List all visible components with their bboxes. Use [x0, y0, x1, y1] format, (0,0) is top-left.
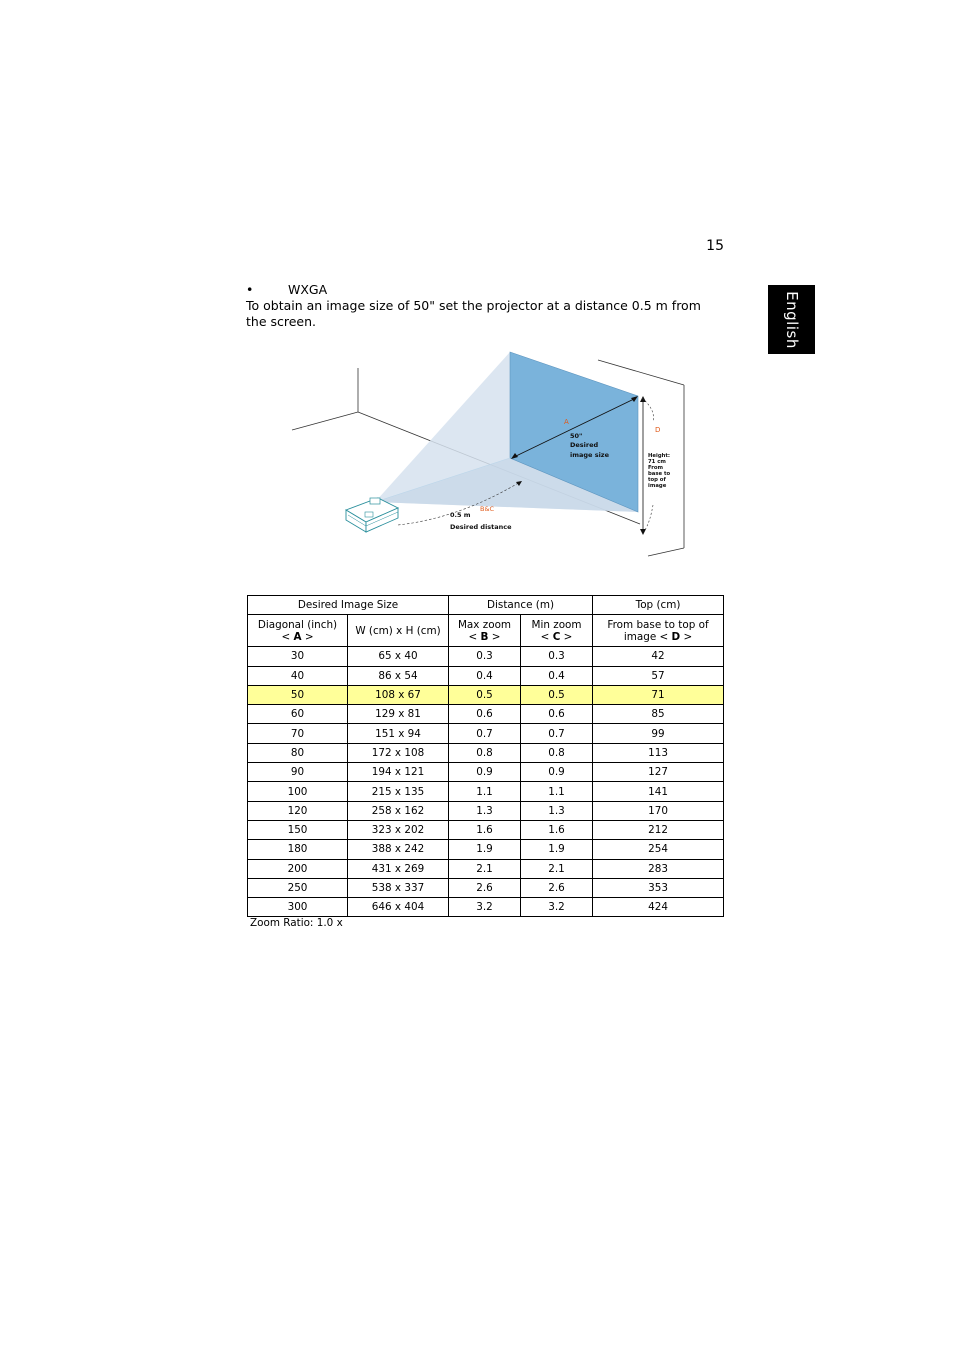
table-cell: 0.7 — [449, 724, 521, 743]
table-cell: 170 — [593, 801, 724, 820]
group-header-top: Top (cm) — [593, 596, 724, 615]
table-cell: 3.2 — [449, 898, 521, 917]
table-cell: 0.9 — [521, 763, 593, 782]
label-a: A — [564, 418, 569, 426]
table-group-header-row — [248, 596, 724, 615]
table-row — [248, 685, 724, 704]
table-row — [248, 878, 724, 897]
table-cell: 150 — [248, 820, 348, 839]
table-row — [248, 647, 724, 666]
table-cell: 646 x 404 — [348, 898, 449, 917]
table-cell: 0.4 — [449, 666, 521, 685]
table-cell: 0.9 — [449, 763, 521, 782]
table-cell: 0.3 — [449, 647, 521, 666]
table-cell: 194 x 121 — [348, 763, 449, 782]
table-cell: 172 x 108 — [348, 743, 449, 762]
wall-bottom-edge — [648, 548, 684, 556]
table-cell: 50 — [248, 685, 348, 704]
projection-diagram — [280, 340, 700, 560]
table-cell: 70 — [248, 724, 348, 743]
table-cell: 40 — [248, 666, 348, 685]
table-cell: 2.1 — [521, 859, 593, 878]
col-header-top: From base to top of image < D > — [593, 615, 724, 647]
table-cell: 283 — [593, 859, 724, 878]
room-edge-left — [292, 412, 358, 430]
image-size-table — [247, 595, 724, 917]
table-cell: 141 — [593, 782, 724, 801]
wall-top-edge — [598, 360, 684, 385]
col-header-width-height: W (cm) x H (cm) — [348, 615, 449, 647]
table-cell: 57 — [593, 666, 724, 685]
distance-label: Desired distance — [450, 523, 512, 531]
table-row — [248, 820, 724, 839]
height-label-line-6: image — [648, 483, 667, 489]
table-cell: 200 — [248, 859, 348, 878]
table-cell: 113 — [593, 743, 724, 762]
table-cell: 0.5 — [449, 685, 521, 704]
table-cell: 100 — [248, 782, 348, 801]
table-row — [248, 666, 724, 685]
table-cell: 1.3 — [521, 801, 593, 820]
page-number: 15 — [706, 238, 724, 254]
height-label-line-2: 71 cm — [648, 459, 666, 465]
image-size-label-line-2: Desired — [570, 441, 599, 449]
bullet-text: WXGA — [288, 282, 328, 297]
intro-paragraph: To obtain an image size of 50" set the projector at a distance 0.5 m from the screen. — [246, 298, 701, 329]
table-cell: 120 — [248, 801, 348, 820]
bullet-symbol: • — [246, 282, 254, 297]
image-size-label-line-1: 50" — [570, 432, 583, 440]
language-tab-label: English — [782, 290, 801, 349]
table-cell: 127 — [593, 763, 724, 782]
leader-line-height — [645, 505, 653, 530]
table-cell: 86 x 54 — [348, 666, 449, 685]
table-cell: 0.8 — [521, 743, 593, 762]
height-label-line-4: base to — [648, 471, 671, 477]
table-cell: 538 x 337 — [348, 878, 449, 897]
label-bc: B&C — [480, 505, 495, 513]
table-cell: 1.1 — [521, 782, 593, 801]
table-cell: 1.9 — [449, 840, 521, 859]
image-size-label-line-3: image size — [570, 451, 609, 459]
height-arrowhead-bottom — [640, 529, 646, 535]
table-cell: 0.6 — [449, 705, 521, 724]
table-cell: 2.6 — [449, 878, 521, 897]
table-cell: 3.2 — [521, 898, 593, 917]
table-row — [248, 898, 724, 917]
table-cell: 60 — [248, 705, 348, 724]
table-cell: 0.5 — [521, 685, 593, 704]
table-cell: 108 x 67 — [348, 685, 449, 704]
table-cell: 2.6 — [521, 878, 593, 897]
table-cell: 85 — [593, 705, 724, 724]
table-cell: 1.6 — [521, 820, 593, 839]
col-header-min-zoom: Min zoom < C > — [521, 615, 593, 647]
bullet-item — [246, 282, 327, 297]
table-cell: 71 — [593, 685, 724, 704]
table-cell: 0.7 — [521, 724, 593, 743]
table-row — [248, 705, 724, 724]
table-cell: 90 — [248, 763, 348, 782]
table-cell: 353 — [593, 878, 724, 897]
table-row — [248, 801, 724, 820]
height-label-line-5: top of — [648, 477, 666, 483]
table-cell: 388 x 242 — [348, 840, 449, 859]
height-label-line-3: From — [648, 465, 664, 471]
table-cell: 99 — [593, 724, 724, 743]
table-cell: 250 — [248, 878, 348, 897]
table-cell: 1.9 — [521, 840, 593, 859]
table-row — [248, 840, 724, 859]
table-row — [248, 859, 724, 878]
language-tab — [768, 285, 815, 354]
table-row — [248, 724, 724, 743]
table-cell: 2.1 — [449, 859, 521, 878]
table-cell: 431 x 269 — [348, 859, 449, 878]
table-cell: 1.1 — [449, 782, 521, 801]
table-cell: 42 — [593, 647, 724, 666]
table-cell: 258 x 162 — [348, 801, 449, 820]
table-cell: 129 x 81 — [348, 705, 449, 724]
col-header-max-zoom: Max zoom < B > — [449, 615, 521, 647]
distance-value: 0.5 m — [450, 511, 471, 519]
table-cell: 212 — [593, 820, 724, 839]
table-cell: 0.8 — [449, 743, 521, 762]
table-cell: 151 x 94 — [348, 724, 449, 743]
table-row — [248, 743, 724, 762]
table-cell: 80 — [248, 743, 348, 762]
table-cell: 254 — [593, 840, 724, 859]
table-cell: 65 x 40 — [348, 647, 449, 666]
table-cell: 424 — [593, 898, 724, 917]
table-cell: 215 x 135 — [348, 782, 449, 801]
table-cell: 0.3 — [521, 647, 593, 666]
table-cell: 0.4 — [521, 666, 593, 685]
height-label-line-1: Height: — [648, 453, 671, 459]
table-cell: 30 — [248, 647, 348, 666]
table-cell: 323 x 202 — [348, 820, 449, 839]
table-cell: 0.6 — [521, 705, 593, 724]
zoom-ratio-note: Zoom Ratio: 1.0 x — [250, 917, 343, 929]
table-cell: 1.6 — [449, 820, 521, 839]
table-row — [248, 782, 724, 801]
label-d: D — [655, 426, 661, 434]
group-header-distance: Distance (m) — [449, 596, 593, 615]
col-header-diagonal: Diagonal (inch) < A > — [248, 615, 348, 647]
table-row — [248, 763, 724, 782]
group-header-image-size: Desired Image Size — [248, 596, 449, 615]
table-column-header-row — [248, 615, 724, 647]
table-cell: 300 — [248, 898, 348, 917]
table-cell: 1.3 — [449, 801, 521, 820]
table-cell: 180 — [248, 840, 348, 859]
projector-icon — [346, 498, 398, 532]
